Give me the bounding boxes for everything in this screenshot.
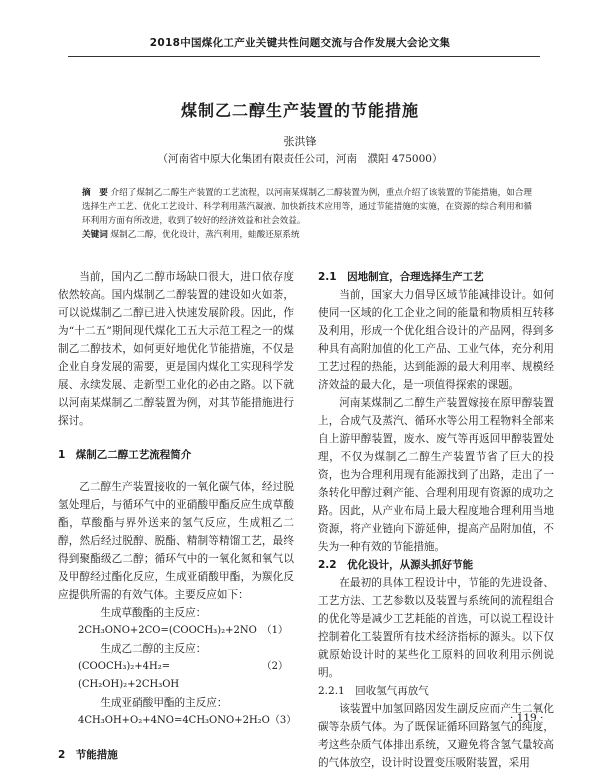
paper-author: 张洪锋	[283, 135, 317, 148]
abstract	[82, 186, 532, 228]
reaction-2-number: （2）	[261, 661, 288, 672]
abstract-block	[82, 186, 532, 242]
paper-title: 煤制乙二醇生产装置的节能措施	[180, 101, 419, 120]
section-2-2-1-heading: 2.2.1 回收氢气再放气	[318, 685, 429, 697]
running-header: 2018中国煤化工产业关键共性问题交流与合作发展大会论文集	[149, 37, 451, 49]
reaction-3	[58, 712, 297, 730]
reaction-2-label: 生成乙二醇的主反应：	[100, 643, 207, 655]
section-2-1-paragraph-2: 河南某煤制乙二醇生产装置嫁接在原甲醇装置上，合成气及蒸汽、循环水等公用工程物料全部来自上游甲醇装置，废水、废气等再返回甲醇装置处理，不仅为煤制乙二醇生产装置节省了巨大的投资，也为合理利用现有能源找到了出路，走出了一条转化甲醇过剩产能、合理利用现有资源的成功之路。因此，从产业布局上最大程度地合理利用当地资源，将产业链向下游延伸，提高产品附加值，不失为一种有效的节能措施。	[318, 397, 554, 553]
section-2-heading: 2 节能措施	[58, 749, 118, 761]
keywords-text: 煤制乙二醇，优化设计，蒸汽利用，蛙酸还原系统	[110, 230, 300, 240]
reaction-2-equation: (COOCH₃)₂+4H₂=(CH₂OH)₂+2CH₃OH	[78, 661, 180, 690]
section-2-2-heading: 2.2 优化设计，从源头抓好节能	[318, 559, 474, 571]
reaction-1-equation: 2CH₃ONO+2CO=(COOCH₃)₂+2NO	[78, 625, 257, 636]
keywords-label: 关键词	[82, 230, 108, 240]
left-column	[58, 268, 297, 778]
section-1-paragraph: 乙二醇生产装置接收的一氧化碳气体，经过脱氢处理后，与循环气中的亚硝酸甲酯反应生成草酸酯，草酸酯与界外送来的氢气反应，生成粗乙二醇，然后经过脱醇、脱酯、精制等精馏工艺，最终得到聚酯级乙二醇；循环气中的一氧化氮和氧气以及甲醇经过酯化反应，生成亚硝酸甲酯，为羰化反应提供所需的有效气体。主要反应如下：	[58, 481, 294, 601]
page-number: · 119 ·	[510, 712, 544, 724]
section-1-heading: 1 煤制乙二醇工艺流程简介	[58, 449, 192, 461]
section-2-1-paragraph-1: 当前，国家大力倡导区域节能减排设计。如何使同一区域的化工企业之间的能量和物质相互转移及利用，形成一个优化组合设计的产品网，得到多种具有高附加值的化工产品、工业气体，充分利用工艺过程的热能，达到能源的最大利用率、规模经济效益的最大化，是一项值得探索的课题。	[318, 289, 554, 391]
header-divider	[68, 56, 540, 57]
section-2-2-1-paragraph-1: 该装置中加氢回路因发生副反应而产生二氧化碳等杂质气体。为了既保证循环回路氢气的纯度，考这些杂质气体排出系统，又避免将含氢气量较高的气体放空，设计时设置变压吸附装置，采用	[318, 703, 554, 769]
reaction-2	[58, 658, 294, 694]
abstract-text: 介绍了煤制乙二醇生产装置的工艺流程，以河南某煤制乙二醇装置为例，重点介绍了该装置的节能措施，如合理选择生产工艺、优化工艺设计、科学利用蒸汽凝液、加快新技术应用等，通过节能措施的实施，在资源的综合利用和循环利用方面有所改进，收到了较好的经济效益和社会效益。	[82, 188, 532, 226]
reaction-3-label: 生成亚硝酸甲酯的主反应：	[100, 697, 228, 709]
section-2-2-paragraph-1: 在最初的具体工程设计中，节能的先进设备、工艺方法、工艺参数以及装置与系统间的流程组合的优化等是减少工艺耗能的首选，可以说工程设计控制着化工装置所有技术经济指标的源头。以下仅就原始设计时的某些化工原料的回收利用示例说明。	[318, 577, 554, 679]
paper-affiliation: （河南省中原大化集团有限责任公司，河南 濮阳 475000）	[157, 153, 443, 165]
reaction-1-label: 生成草酸酯的主反应：	[100, 607, 207, 619]
reaction-1	[58, 622, 294, 640]
reaction-1-number: （1）	[261, 625, 288, 636]
intro-paragraph: 当前，国内乙二醇市场缺口很大，进口依存度依然较高。国内煤制乙二醇装置的建设如火如荼，可以说煤制乙二醇已进入快速发展阶段。因此，作为“十二五”期间现代煤化工五大示范工程之一的煤制乙二醇技术，如何更好地优化节能措施，不仅是企业自身发展的需要，更是国内煤化工实现科学发展、永续发展、走新型工业化的必由之路。以下就以河南某煤制乙二醇装置为例，对其节能措施进行探讨。	[58, 271, 294, 427]
reaction-3-number: （3）	[269, 715, 297, 726]
right-column	[318, 268, 554, 772]
abstract-label: 摘 要	[82, 188, 108, 198]
keywords	[82, 228, 532, 242]
reaction-3-equation: 4CH₃OH+O₂+4NO=4CH₃ONO+2H₂O	[78, 715, 270, 726]
section-2-1-heading: 2.1 因地制宜，合理选择生产工艺	[318, 271, 484, 283]
